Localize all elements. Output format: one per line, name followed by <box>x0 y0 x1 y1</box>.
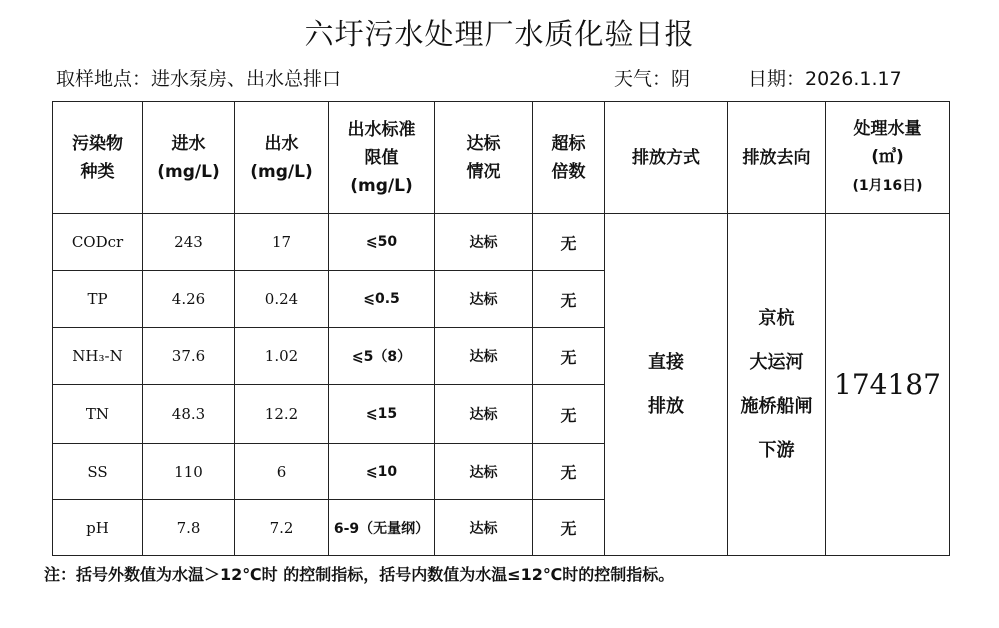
exceed-cell: 无 <box>533 385 605 444</box>
water-quality-table <box>52 101 950 556</box>
pollutant-cell: TN <box>53 385 143 444</box>
limit-cell: ⩽15 <box>329 385 435 444</box>
status-cell: 达标 <box>435 328 533 385</box>
header-exceed: 超标 倍数 <box>533 102 605 214</box>
limit-cell: ⩽5（8） <box>329 328 435 385</box>
exceed-cell: 无 <box>533 500 605 556</box>
table-row <box>53 214 950 271</box>
effluent-cell: 6 <box>235 444 329 500</box>
effluent-cell: 17 <box>235 214 329 271</box>
influent-cell: 37.6 <box>143 328 235 385</box>
pollutant-cell: SS <box>53 444 143 500</box>
exceed-cell: 无 <box>533 328 605 385</box>
influent-cell: 4.26 <box>143 271 235 328</box>
pollutant-cell: TP <box>53 271 143 328</box>
limit-cell: ⩽50 <box>329 214 435 271</box>
influent-cell: 243 <box>143 214 235 271</box>
influent-cell: 7.8 <box>143 500 235 556</box>
header-pollutant: 污染物 种类 <box>53 102 143 214</box>
status-cell: 达标 <box>435 444 533 500</box>
header-row <box>53 102 950 214</box>
discharge-method-cell: 直接 排放 <box>605 214 728 556</box>
header-influent: 进水 (mg/L) <box>143 102 235 214</box>
header-discharge-method: 排放方式 <box>605 102 728 214</box>
effluent-cell: 0.24 <box>235 271 329 328</box>
sampling-location: 取样地点：进水泵房、出水总排口 <box>56 68 342 90</box>
status-cell: 达标 <box>435 271 533 328</box>
effluent-cell: 7.2 <box>235 500 329 556</box>
volume-cell: 174187 <box>826 214 950 556</box>
pollutant-cell: CODcr <box>53 214 143 271</box>
influent-cell: 48.3 <box>143 385 235 444</box>
footnote: 注：括号外数值为水温＞12℃时 的控制指标，括号内数值为水温≤12℃时的控制指标。 <box>44 565 675 584</box>
limit-cell: ⩽10 <box>329 444 435 500</box>
exceed-cell: 无 <box>533 271 605 328</box>
header-effluent: 出水 (mg/L) <box>235 102 329 214</box>
status-cell: 达标 <box>435 214 533 271</box>
report-title: 六圩污水处理厂水质化验日报 <box>304 17 695 51</box>
header-limit: 出水标准 限值 (mg/L) <box>329 102 435 214</box>
exceed-cell: 无 <box>533 214 605 271</box>
limit-cell: 6-9（无量纲） <box>329 500 435 556</box>
header-volume: 处理水量 (㎥) (1月16日) <box>826 102 950 214</box>
discharge-dest-cell: 京杭 大运河 施桥船闸 下游 <box>728 214 826 556</box>
header-status: 达标 情况 <box>435 102 533 214</box>
header-discharge-dest: 排放去向 <box>728 102 826 214</box>
influent-cell: 110 <box>143 444 235 500</box>
pollutant-cell: NH₃-N <box>53 328 143 385</box>
exceed-cell: 无 <box>533 444 605 500</box>
pollutant-cell: pH <box>53 500 143 556</box>
effluent-cell: 1.02 <box>235 328 329 385</box>
limit-cell: ⩽0.5 <box>329 271 435 328</box>
report-date: 日期：2026.1.17 <box>748 68 902 90</box>
weather: 天气：阴 <box>614 68 691 90</box>
status-cell: 达标 <box>435 385 533 444</box>
status-cell: 达标 <box>435 500 533 556</box>
effluent-cell: 12.2 <box>235 385 329 444</box>
